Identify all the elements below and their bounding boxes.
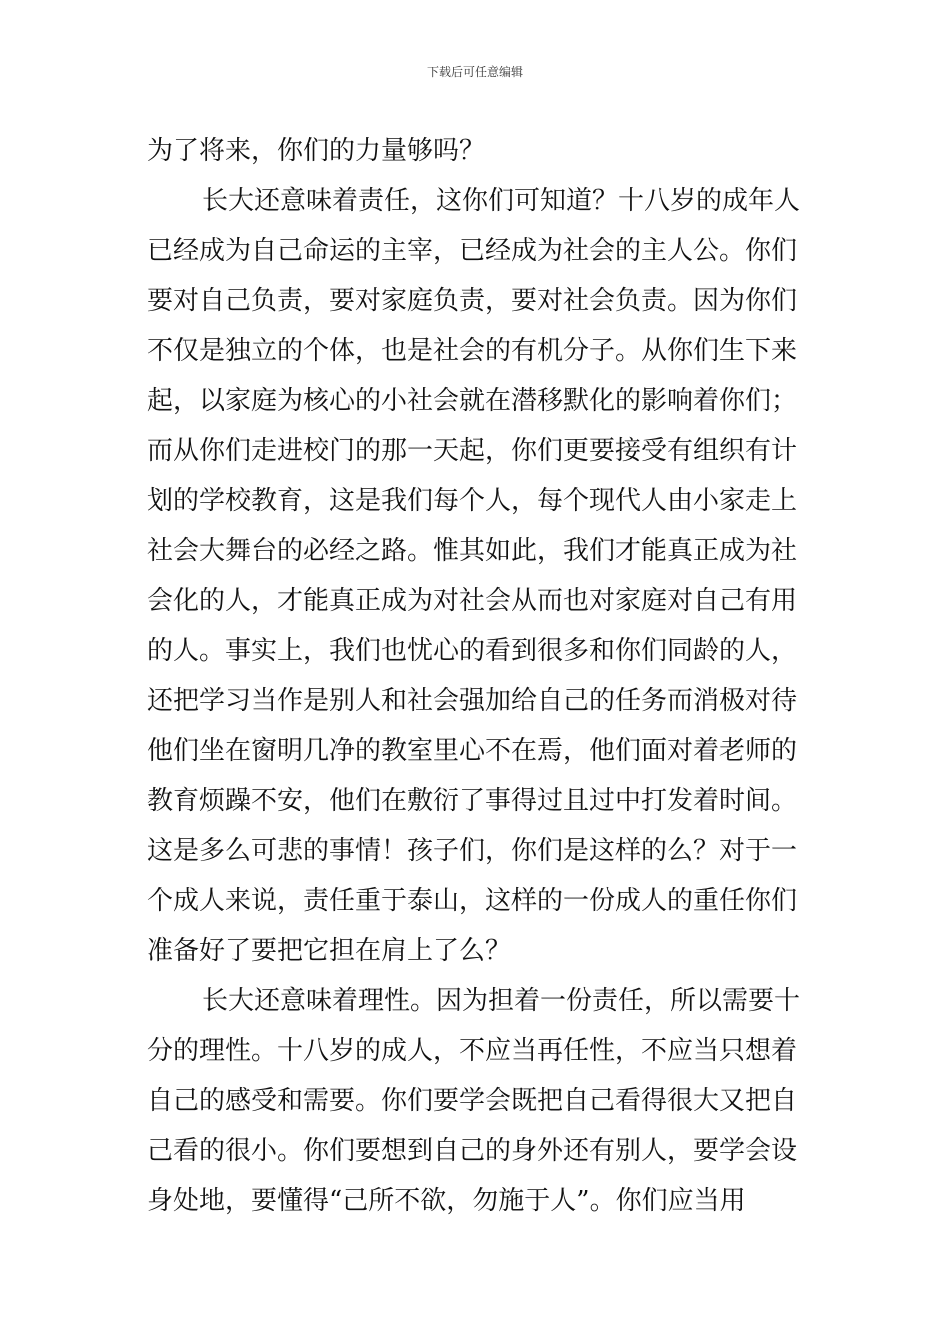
text-line: 己看的很小。你们要想到自己的身外还有别人，要学会设: [147, 1136, 798, 1166]
text-line: 分的理性。十八岁的成人，不应当再任性，不应当只想着: [147, 1036, 798, 1066]
text-line: 他们坐在窗明几净的教室里心不在焉，他们面对着老师的: [147, 736, 798, 766]
document-body: [147, 126, 817, 1226]
text-line: 这是多么可悲的事情！孩子们，你们是这样的么？对于一: [147, 836, 798, 866]
text-line: 会化的人，才能真正成为对社会从而也对家庭对自己有用: [147, 586, 798, 616]
text-line: 要对自己负责，要对家庭负责，要对社会负责。因为你们: [147, 286, 798, 316]
text-line: 社会大舞台的必经之路。惟其如此，我们才能真正成为社: [147, 536, 798, 566]
text-line: 长大还意味着责任，这你们可知道？十八岁的成年人: [202, 186, 801, 216]
text-line: 长大还意味着理性。因为担着一份责任，所以需要十: [202, 986, 801, 1016]
text-line: 而从你们走进校门的那一天起，你们更要接受有组织有计: [147, 436, 798, 466]
text-line: 不仅是独立的个体，也是社会的有机分子。从你们生下来: [147, 336, 798, 366]
text-line: 身处地，要懂得“己所不欲，勿施于人”。你们应当用: [147, 1186, 746, 1216]
text-line: 自己的感受和需要。你们要学会既把自己看得很大又把自: [147, 1086, 798, 1116]
text-line: 个成人来说，责任重于泰山，这样的一份成人的重任你们: [147, 886, 798, 916]
text-line: 划的学校教育，这是我们每个人，每个现代人由小家走上: [147, 486, 798, 516]
text-line: 起，以家庭为核心的小社会就在潜移默化的影响着你们；: [147, 386, 798, 416]
text-line: 已经成为自己命运的主宰，已经成为社会的主人公。你们: [147, 236, 798, 266]
text-line: 的人。事实上，我们也忧心的看到很多和你们同龄的人，: [147, 636, 798, 666]
text-line: 为了将来，你们的力量够吗？: [147, 136, 486, 166]
text-line: 教育烦躁不安，他们在敷衍了事得过且过中打发着时间。: [147, 786, 798, 816]
page-header: 下载后可任意编辑: [426, 65, 523, 79]
text-line: 准备好了要把它担在肩上了么？: [147, 936, 512, 966]
text-line: 还把学习当作是别人和社会强加给自己的任务而消极对待: [147, 686, 798, 716]
